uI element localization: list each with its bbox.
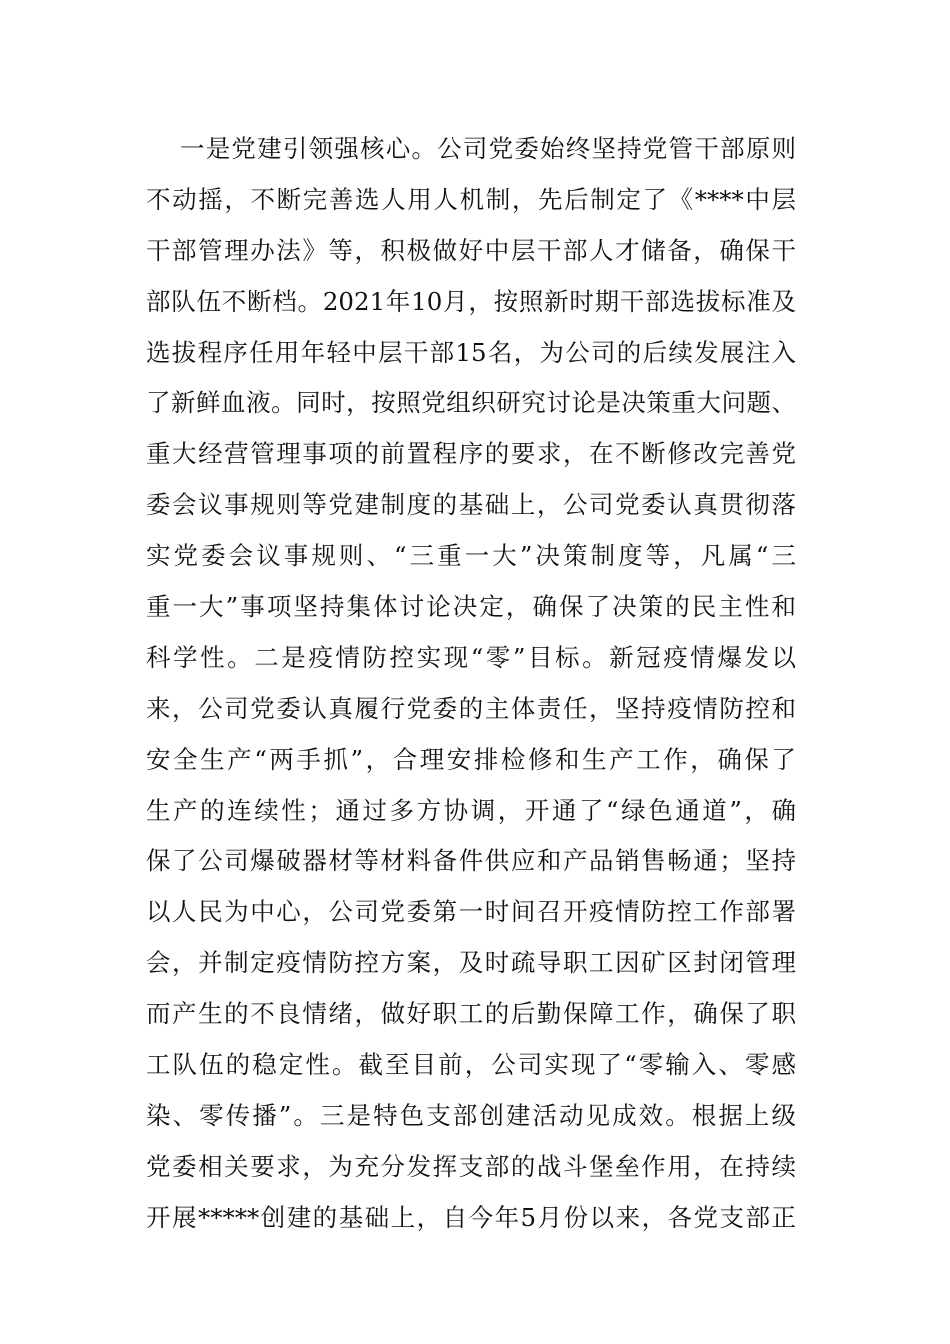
- text-line-6: 了新鲜血液。同时，按照党组织研究讨论是决策重大问题、: [146, 388, 796, 418]
- text-line-1: 一是党建引领强核心。公司党委始终坚持党管干部原则: [180, 134, 796, 163]
- text-line-12: 来，公司党委认真履行党委的主体责任，坚持疫情防控和: [146, 693, 796, 723]
- text-line-8: 委会议事规则等党建制度的基础上，公司党委认真贯彻落: [146, 490, 796, 520]
- text-line-20: 染、零传播”。三是特色支部创建活动见成效。根据上级: [146, 1100, 796, 1130]
- text-line-14: 生产的连续性；通过多方协调，开通了“绿色通道”，确: [146, 795, 796, 825]
- text-line-2: 不动摇，不断完善选人用人机制，先后制定了《****中层: [146, 184, 796, 214]
- text-line-3: 干部管理办法》等，积极做好中层干部人才储备，确保干: [146, 235, 796, 265]
- body-paragraph: [146, 124, 796, 1244]
- text-line-5: 选拔程序任用年轻中层干部15名，为公司的后续发展注入: [146, 337, 796, 367]
- text-line-15: 保了公司爆破器材等材料备件供应和产品销售畅通；坚持: [146, 846, 796, 876]
- text-line-11: 科学性。二是疫情防控实现“零”目标。新冠疫情爆发以: [146, 642, 796, 672]
- text-line-19: 工队伍的稳定性。截至目前，公司实现了“零输入、零感: [146, 1050, 796, 1080]
- text-line-9: 实党委会议事规则、“三重一大”决策制度等，凡属“三: [146, 541, 796, 571]
- text-line-17: 会，并制定疫情防控方案，及时疏导职工因矿区封闭管理: [146, 948, 796, 978]
- text-line-21: 党委相关要求，为充分发挥支部的战斗堡垒作用，在持续: [146, 1151, 796, 1181]
- text-line-10: 重一大”事项坚持集体讨论决定，确保了决策的民主性和: [146, 592, 796, 622]
- text-line-18: 而产生的不良情绪，做好职工的后勤保障工作，确保了职: [146, 999, 796, 1029]
- text-line-16: 以人民为中心，公司党委第一时间召开疫情防控工作部署: [146, 897, 796, 927]
- text-line-22: 开展*****创建的基础上，自今年5月份以来，各党支部正: [146, 1202, 796, 1232]
- text-line-4: 部队伍不断档。2021年10月，按照新时期干部选拔标准及: [146, 286, 796, 316]
- text-line-7: 重大经营管理事项的前置程序的要求，在不断修改完善党: [146, 439, 796, 469]
- text-line-13: 安全生产“两手抓”，合理安排检修和生产工作，确保了: [146, 744, 796, 774]
